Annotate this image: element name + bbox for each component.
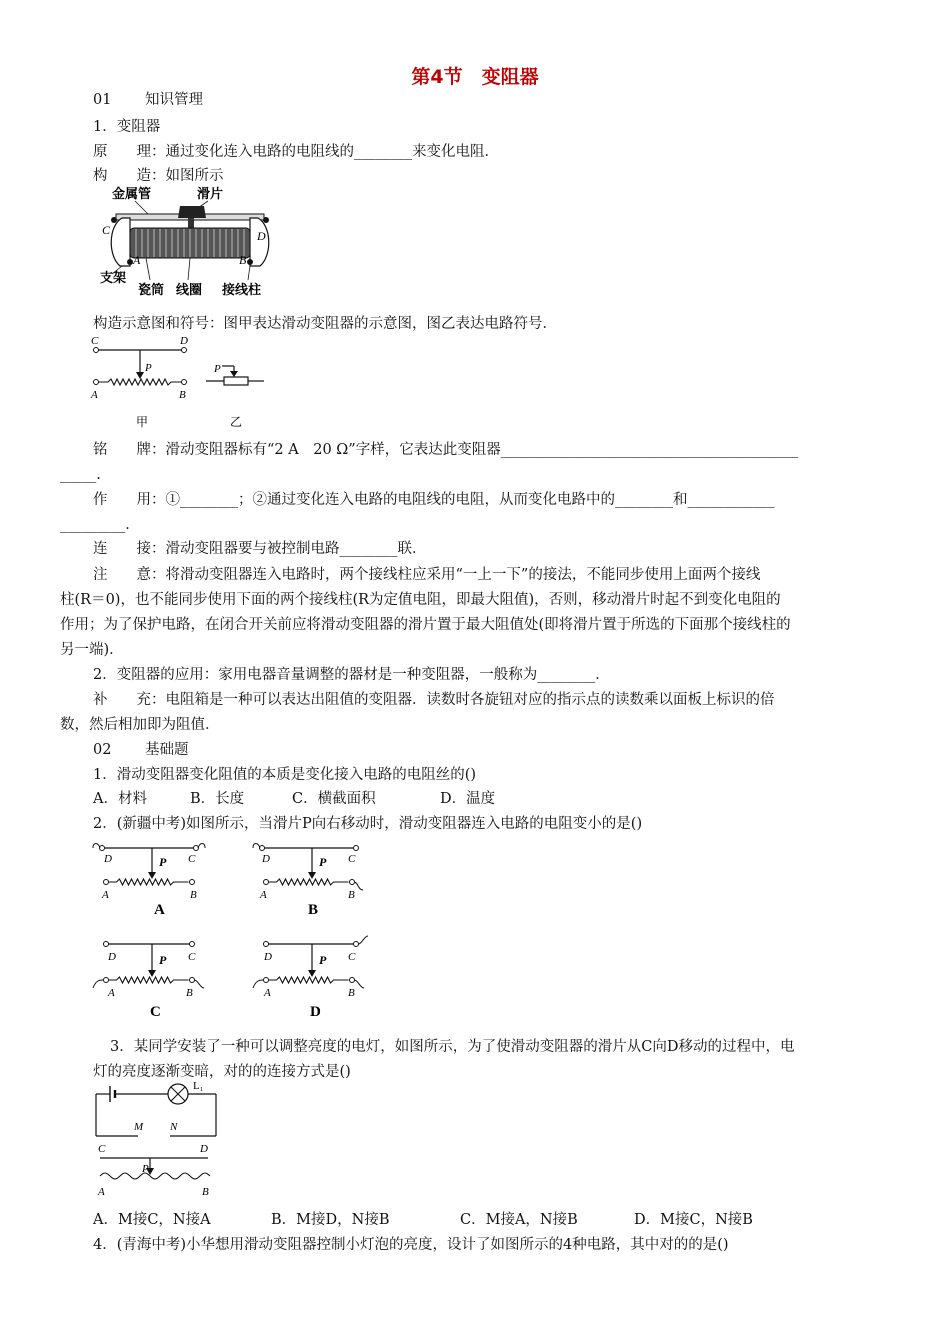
q2-circuit-d bbox=[253, 936, 368, 1020]
sch-label-P: P bbox=[145, 362, 152, 374]
q1-option-c: C．横截面积 bbox=[292, 791, 376, 807]
label-ceramic-tube: 瓷筒 bbox=[138, 282, 165, 297]
q2-circuit-a bbox=[93, 844, 205, 919]
k2-supplement-1: 补 充：电阻箱是一种可以表达出阻值的变阻器．读数时各旋钮对应的指示点的读数乘以面板上标识的倍 bbox=[93, 692, 775, 708]
sym-label-P: P bbox=[214, 363, 221, 375]
page-title: 第4节 变阻器 bbox=[411, 66, 539, 88]
q2d-label-A: A bbox=[264, 987, 271, 999]
label-metal-rod: 金属管 bbox=[112, 186, 152, 201]
k2-supplement-2: 数，然后相加即为阻值． bbox=[60, 717, 220, 733]
q2-circuit-figures bbox=[90, 836, 390, 1020]
q2-circuit-b bbox=[253, 844, 363, 919]
k1-structure: 构 造：如图所示 bbox=[93, 168, 224, 184]
rheostat-schematic-figure bbox=[88, 334, 278, 434]
k1-heading: 1．变阻器 bbox=[93, 119, 161, 135]
q3-label-L1: L₁ bbox=[193, 1080, 204, 1092]
q2d-label-C: C bbox=[348, 951, 356, 963]
label-coil: 线圈 bbox=[176, 282, 203, 297]
q3-option-d: D．M接C，N接B bbox=[634, 1212, 753, 1228]
q2a-caption: A bbox=[154, 902, 165, 918]
rheostat-structure-figure bbox=[100, 182, 280, 297]
q2d-label-P: P bbox=[319, 953, 327, 967]
k1-note-1: 注 意：将滑动变阻器连入电路时，两个接线柱应采用“一上一下”的接法，不能同步使用上面两个接线 bbox=[93, 567, 761, 583]
label-C: C bbox=[102, 223, 111, 237]
q2c-label-A: A bbox=[108, 987, 115, 999]
k1-note-2: 柱(R＝0)，也不能同步使用下面的两个接线柱(R为定值电阻，即最大阻值)，否则，移动滑片时起不到变化电阻的 bbox=[60, 592, 781, 608]
q2a-label-A: A bbox=[102, 889, 109, 901]
sch-label-B: B bbox=[179, 389, 186, 401]
q2-stem: 2．(新疆中考)如图所示，当滑片P向右移动时，滑动变阻器连入电路的电阻变小的是() bbox=[93, 816, 643, 832]
q2a-label-D: D bbox=[104, 853, 112, 865]
k1-function-1: 作 用：①________；②通过变化连入电路的电阻线的电阻，从而变化电路中的________和____________ bbox=[93, 492, 775, 508]
q3-label-C: C bbox=[98, 1143, 106, 1155]
q1-option-b: B．长度 bbox=[190, 791, 245, 807]
q3-stem-2: 灯的亮度逐渐变暗，对的的连接方式是() bbox=[93, 1064, 351, 1080]
q2b-label-B: B bbox=[348, 889, 355, 901]
q3-option-c: C．M接A，N接B bbox=[460, 1212, 578, 1228]
k1-connection: 连 接：滑动变阻器要与被控制电路________联． bbox=[93, 541, 427, 557]
q2b-caption: B bbox=[308, 902, 319, 918]
q1-option-a: A．材料 bbox=[93, 791, 147, 807]
sch-label-D: D bbox=[180, 335, 188, 347]
q2c-label-P: P bbox=[159, 953, 167, 967]
sch-label-C: C bbox=[91, 335, 99, 347]
q2a-label-B: B bbox=[190, 889, 197, 901]
caption-yi: 乙 bbox=[230, 415, 243, 429]
q3-option-b: B．M接D，N接B bbox=[271, 1212, 390, 1228]
q2d-caption: D bbox=[310, 1004, 321, 1020]
q2a-label-C: C bbox=[188, 853, 196, 865]
sch-label-A: A bbox=[91, 389, 98, 401]
label-terminal: 接线柱 bbox=[222, 282, 262, 297]
q2b-label-A: A bbox=[260, 889, 267, 901]
section-02-label: 基础题 bbox=[145, 742, 189, 758]
label-B: B bbox=[239, 253, 247, 267]
label-support: 支架 bbox=[100, 270, 127, 285]
q3-label-M: M bbox=[134, 1121, 144, 1133]
q2-circuit-c bbox=[93, 942, 204, 1021]
k2-application: 2．变阻器的应用：家用电器音量调整的器材是一种变阻器，一般称为________． bbox=[93, 667, 610, 683]
q2d-label-B: B bbox=[348, 987, 355, 999]
q2c-caption: C bbox=[150, 1004, 161, 1020]
q3-option-a: A．M接C，N接A bbox=[93, 1212, 211, 1228]
q2b-label-C: C bbox=[348, 853, 356, 865]
k1-note-4: 另一端)． bbox=[60, 642, 124, 658]
section-01-number: 01 bbox=[93, 92, 112, 108]
q3-label-P: P bbox=[142, 1163, 149, 1175]
q3-label-D: D bbox=[200, 1143, 208, 1155]
q2a-label-P: P bbox=[159, 855, 167, 869]
q3-circuit-figure bbox=[92, 1080, 232, 1200]
label-D: D bbox=[257, 229, 266, 243]
q2d-label-D: D bbox=[264, 951, 272, 963]
section-01-label: 知识管理 bbox=[145, 92, 203, 108]
k1-note-3: 作用；为了保护电路，在闭合开关前应将滑动变阻器的滑片置于最大阻值处(即将滑片置于所选的下面那个接线柱的 bbox=[60, 617, 791, 633]
q2b-label-P: P bbox=[319, 855, 327, 869]
q1-stem: 1．滑动变阻器变化阻值的本质是变化接入电路的电阻丝的() bbox=[93, 767, 477, 783]
q3-label-B: B bbox=[202, 1186, 209, 1198]
k1-nameplate-1: 铭 牌：滑动变阻器标有“2 A 20 Ω”字样，它表达此变阻器_________________________________________ bbox=[93, 442, 798, 458]
q2c-label-B: B bbox=[186, 987, 193, 999]
k1-nameplate-2: _____. bbox=[60, 467, 101, 483]
q4-stem: 4．(青海中考)小华想用滑动变阻器控制小灯泡的亮度，设计了如图所示的4种电路，其中对的的是() bbox=[93, 1237, 729, 1253]
k1-principle: 原 理：通过变化连入电路的电阻线的________来变化电阻． bbox=[93, 144, 499, 160]
k1-function-2: _________． bbox=[60, 517, 140, 533]
caption-jia: 甲 bbox=[136, 415, 149, 429]
q2c-label-D: D bbox=[108, 951, 116, 963]
q2c-label-C: C bbox=[188, 951, 196, 963]
q3-stem-1: 3．某同学安装了一种可以调整亮度的电灯，如图所示，为了使滑动变阻器的滑片从C向D移动的过程中，电 bbox=[110, 1039, 795, 1055]
q1-option-d: D．温度 bbox=[440, 791, 496, 807]
label-A: A bbox=[133, 253, 141, 267]
label-slider: 滑片 bbox=[197, 186, 224, 201]
q2b-label-D: D bbox=[262, 853, 270, 865]
q3-label-A: A bbox=[98, 1186, 105, 1198]
section-02-number: 02 bbox=[93, 742, 112, 758]
q3-label-N: N bbox=[170, 1121, 178, 1133]
k1-symbol-intro: 构造示意图和符号：图甲表达滑动变阻器的示意图，图乙表达电路符号． bbox=[93, 316, 557, 332]
